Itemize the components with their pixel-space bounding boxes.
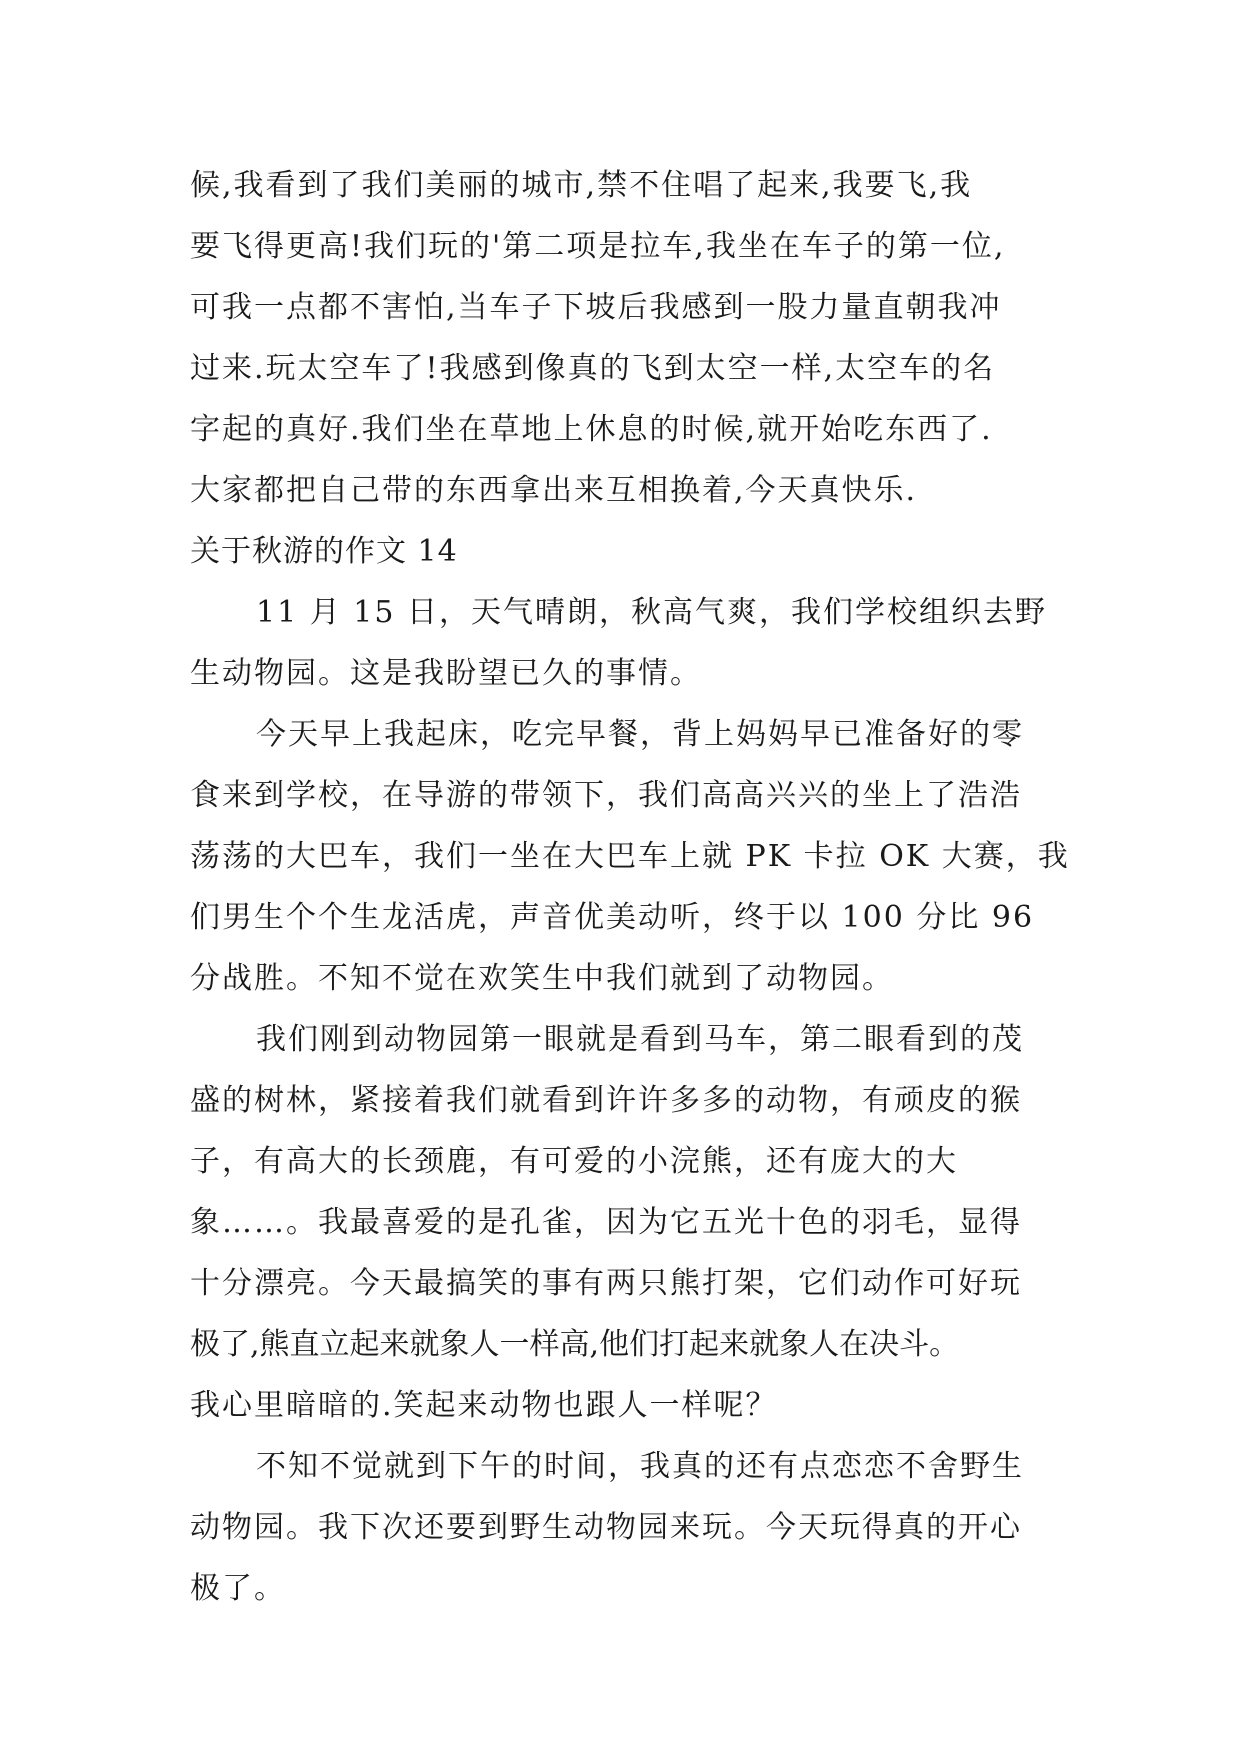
text-line: 11 月 15 日，天气晴朗，秋高气爽，我们学校组织去野 [256,595,1047,630]
text-line: 今天早上我起床，吃完早餐，背上妈妈早已准备好的零 [256,717,1024,752]
paragraph [190,582,1070,704]
continued-paragraph [190,155,1070,521]
text-line: 过来.玩太空车了!我感到像真的飞到太空一样,太空车的名 [190,351,996,386]
text-line: 子，有高大的长颈鹿，有可爱的小浣熊，还有庞大的大 [190,1144,958,1179]
text-line: 分战胜。不知不觉在欢笑生中我们就到了动物园。 [190,961,894,996]
paragraph [190,1436,1070,1619]
section-heading: 关于秋游的作文 14 [190,534,458,569]
text-line: 动物园。我下次还要到野生动物园来玩。今天玩得真的开心 [190,1510,1022,1545]
text-line: 我心里暗暗的.笑起来动物也跟人一样呢？ [190,1388,778,1423]
text-line: 象……。我最喜爱的是孔雀，因为它五光十色的羽毛，显得 [190,1205,1022,1240]
text-line: 候,我看到了我们美丽的城市,禁不住唱了起来,我要飞,我 [190,168,973,203]
text-line: 生动物园。这是我盼望已久的事情。 [190,656,702,691]
text-line: 我们刚到动物园第一眼就是看到马车，第二眼看到的茂 [256,1022,1024,1057]
text-line: 盛的树林，紧接着我们就看到许许多多的动物，有顽皮的猴 [190,1083,1022,1118]
text-line: 可我一点都不害怕,当车子下坡后我感到一股力量直朝我冲 [190,290,1002,325]
text-line: 十分漂亮。今天最搞笑的事有两只熊打架，它们动作可好玩 [190,1266,1022,1301]
text-line: 大家都把自己带的东西拿出来互相换着,今天真快乐. [190,473,918,508]
paragraph [190,1009,1070,1436]
text-line: 食来到学校，在导游的带领下，我们高高兴兴的坐上了浩浩 [190,778,1022,813]
document-page [190,155,1070,1619]
text-line: 要飞得更高!我们玩的'第二项是拉车,我坐在车子的第一位, [190,229,1006,264]
text-line: 不知不觉就到下午的时间，我真的还有点恋恋不舍野生 [256,1449,1024,1484]
text-line: 极了。 [190,1571,286,1606]
paragraph [190,704,1070,1009]
text-line: 们男生个个生龙活虎，声音优美动听，终于以 100 分比 96 [190,900,1035,935]
text-line: 字起的真好.我们坐在草地上休息的时候,就开始吃东西了. [190,412,993,447]
text-line: 极了,熊直立起来就象人一样高,他们打起来就象人在决斗。 [190,1327,960,1362]
text-line: 荡荡的大巴车，我们一坐在大巴车上就 PK 卡拉 OK 大赛，我 [190,839,1070,874]
